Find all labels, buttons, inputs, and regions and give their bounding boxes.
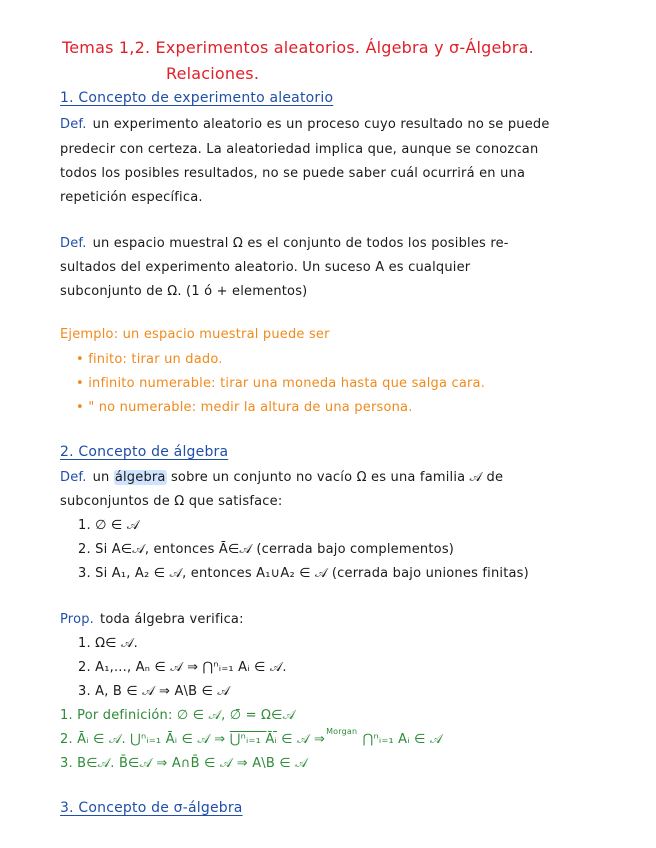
section-1-heading: 1. Concepto de experimento aleatorio — [60, 90, 334, 106]
algebra-highlighted-term: álgebra — [114, 470, 166, 485]
proof-2-arrow: ⇒ — [313, 732, 326, 747]
algebra-condition-3: 3. Si A₁, A₂ ∈ 𝒜, entonces A₁∪A₂ ∈ 𝒜 (cerrada bajo uniones finitas) — [78, 566, 529, 581]
section-3-heading: 3. Concepto de σ-álgebra — [60, 800, 243, 816]
def-2-line-2: sultados del experimento aleatorio. Un suceso A es cualquier — [60, 260, 471, 275]
example-intro: Ejemplo: un espacio muestral puede ser — [60, 327, 330, 342]
section-2-heading: 2. Concepto de álgebra — [60, 444, 229, 460]
example-item-uncountable: • " no numerable: medir la altura de una persona. — [76, 400, 413, 415]
def-1-text-1: un experimento aleatorio es un proceso cuyo resultado no se puede — [92, 117, 550, 132]
proof-3: 3. B∈𝒜. B̄∈𝒜 ⇒ A∩B̄ ∈ 𝒜 ⇒ A\B ∈ 𝒜 — [60, 756, 308, 771]
algebra-def-post: sobre un conjunto no vacío Ω es una familia 𝒜 de — [170, 470, 504, 485]
prop-intro: toda álgebra verifica: — [100, 612, 244, 627]
example-item-finite: • finito: tirar un dado. — [76, 352, 223, 367]
proof-1: 1. Por definición: ∅ ∈ 𝒜, ∅̄ = Ω∈𝒜 — [60, 708, 296, 723]
def-2-text-1: un espacio muestral Ω es el conjunto de todos los posibles re- — [92, 236, 509, 251]
page-title-line-1: Temas 1,2. Experimentos aleatorios. Álgebra y σ-Álgebra. — [62, 38, 534, 57]
def-1-line-3: todos los posibles resultados, no se puede saber cuál ocurrirá en una — [60, 166, 526, 181]
algebra-def-line-2: subconjuntos de Ω que satisface: — [60, 494, 283, 509]
def-label: Def. — [60, 470, 87, 485]
algebra-condition-1: 1. ∅ ∈ 𝒜 — [78, 518, 140, 533]
page-title-line-2: Relaciones. — [166, 64, 260, 83]
property-1: 1. Ω∈ 𝒜. — [78, 636, 138, 651]
def-label: Def. — [60, 236, 87, 251]
property-3: 3. A, B ∈ 𝒜 ⇒ A\B ∈ 𝒜 — [78, 684, 230, 699]
property-2: 2. A₁,..., Aₙ ∈ 𝒜 ⇒ ⋂ⁿᵢ₌₁ Aᵢ ∈ 𝒜. — [78, 660, 287, 675]
prop-line — [60, 612, 244, 627]
prop-label: Prop. — [60, 612, 95, 627]
proof-2 — [60, 727, 443, 747]
example-item-countable: • infinito numerable: tirar una moneda hasta que salga cara. — [76, 376, 486, 391]
proof-2-union-complement: ⋃ⁿᵢ₌₁ Āᵢ — [229, 732, 277, 747]
proof-2-part-c: ∈ 𝒜 — [276, 732, 314, 747]
def-2-line-1 — [60, 236, 509, 251]
def-2-line-3: subconjunto de Ω. (1 ó + elementos) — [60, 284, 308, 299]
morgan-annotation: Morgan — [326, 727, 358, 736]
def-1-line-4: repetición específica. — [60, 190, 203, 205]
def-1-line-2: predecir con certeza. La aleatoriedad implica que, aunque se conozcan — [60, 142, 539, 157]
algebra-def-pre: un — [92, 470, 110, 485]
proof-2-part-a: 2. Āᵢ ∈ 𝒜. ⋃ⁿᵢ₌₁ Āᵢ ∈ 𝒜 ⇒ — [60, 732, 230, 747]
def-label: Def. — [60, 117, 87, 132]
def-1-line-1 — [60, 117, 550, 132]
algebra-def-line-1 — [60, 470, 503, 485]
proof-2-part-d: ⋂ⁿᵢ₌₁ Aᵢ ∈ 𝒜 — [358, 732, 443, 747]
algebra-condition-2: 2. Si A∈𝒜, entonces Ā∈𝒜 (cerrada bajo complementos) — [78, 542, 455, 557]
